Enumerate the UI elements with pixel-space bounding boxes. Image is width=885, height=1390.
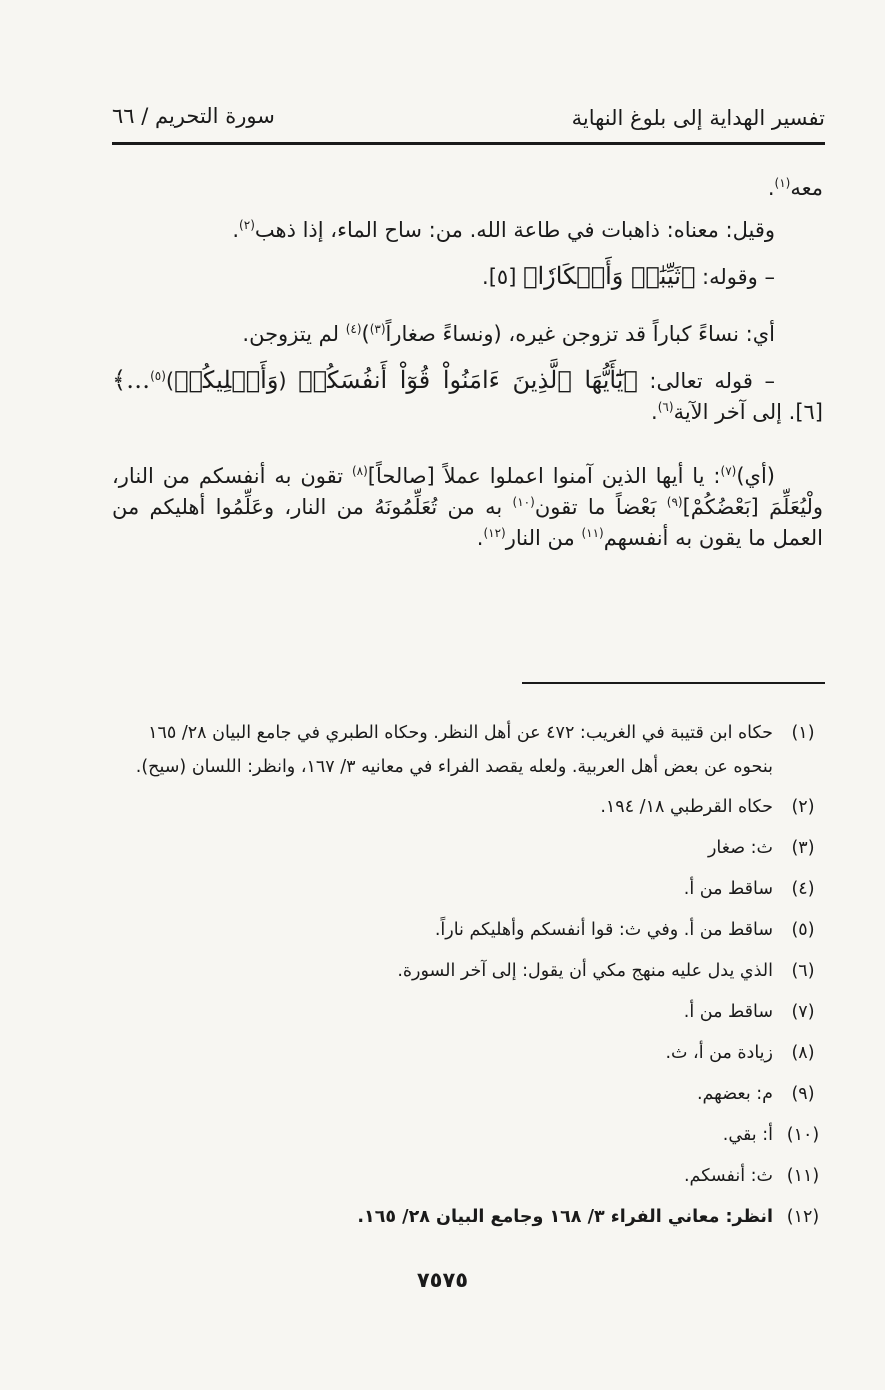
text-run: . [232, 218, 240, 242]
footnote-number: (٦) [791, 961, 815, 981]
footnote-ref: (١) [774, 176, 791, 190]
text-run: معه [790, 176, 823, 200]
footnote-text: ساقط من أ. [683, 1002, 773, 1022]
header-rule [112, 142, 825, 145]
footnote-item [112, 1042, 823, 1083]
footnote-item [112, 1165, 823, 1206]
footnote-text: ث: أنفسكم. [683, 1166, 773, 1186]
text-run: [٥]. [482, 265, 524, 289]
footnote-ref: (٥) [150, 369, 166, 383]
footnote-ref: (٤) [345, 322, 362, 336]
sura-title: سورة التحريم / ٦٦ [112, 104, 275, 128]
footnote-ref: (٦) [657, 400, 674, 414]
text-run: لم يتزوجن. [242, 322, 346, 346]
text-run: به من تُعَلِّمُونَهُ من النار، وعَلِّمُوا أهليكم من العمل ما يقون به أنفسهم [112, 495, 823, 550]
footnote-item [112, 960, 823, 1001]
footnote-number: (٩) [791, 1084, 815, 1104]
footnote-text: أ: بقي. [722, 1125, 773, 1145]
footnote-text: الذي يدل عليه منهج مكي أن يقول: إلى آخر السورة. [397, 961, 773, 981]
running-header [112, 96, 825, 144]
book-title: تفسير الهداية إلى بلوغ النهاية [571, 106, 825, 130]
footnote-ref: (٨) [351, 464, 368, 478]
footnote-number: (١٢) [786, 1207, 820, 1227]
footnote-text: انظر: معاني الفراء ٣/ ١٦٨ وجامع البيان ٢٨/ ١٦٥. [357, 1207, 773, 1227]
footnote-text: حكاه ابن قتيبة في الغريب: ٤٧٢ عن أهل النظر. وحكاه الطبري في جامع البيان ٢٨/ ١٦٥ بنحوه عن بعض أهل العربية. ولعله يقصد الفراء في معانيه ٣/ ١٦٧، وانظر: اللسان (سيح). [135, 723, 773, 777]
text-run: ) [165, 369, 175, 393]
footnote-text: ساقط من أ. وفي ث: قوا أنفسكم وأهليكم ناراً. [434, 920, 773, 940]
paragraph-6 [112, 461, 823, 554]
paragraph-3 [112, 261, 823, 319]
footnote-text: م: بعضهم. [696, 1084, 773, 1104]
footnote-item [112, 1124, 823, 1165]
footnote-number: (١١) [786, 1166, 820, 1186]
footnote-number: (٨) [791, 1043, 815, 1063]
text-run: . [476, 526, 484, 550]
text-run: ) [361, 322, 370, 346]
footnote-item [112, 1001, 823, 1042]
main-text [112, 168, 823, 554]
footnote-item [112, 919, 823, 960]
text-run: وقيل: معناه: ذاهبات في طاعة الله. من: ساح الماء، إذا ذهب [254, 218, 775, 242]
footnote-ref: (١٢) [483, 526, 506, 540]
footnote-number: (١٠) [786, 1125, 820, 1145]
footnote-ref: (١٠) [512, 495, 535, 509]
footnote-number: (٤) [791, 879, 815, 899]
footnote-ref: (٧) [720, 464, 737, 478]
footnote-number: (٧) [791, 1002, 815, 1022]
text-run: تقون به أنفسكم من النار، ولْيُعَلِّمَ [بَعْضُكُمْ] [112, 464, 823, 519]
footnote-text: ث: صغار [707, 838, 773, 858]
paragraph-1 [112, 168, 823, 215]
footnote-ref: (٢) [239, 218, 255, 232]
text-run: – وقوله: [695, 265, 775, 289]
text-run: : يا أيها الذين آمنوا اعملوا عملاً [صالحاً] [367, 464, 721, 488]
text-run: (أي) [736, 464, 775, 488]
paragraph-5 [112, 365, 823, 461]
footnote-item [112, 1206, 823, 1247]
text-run: – قوله تعالى: [637, 369, 776, 393]
footnote-number: (٥) [791, 920, 815, 940]
footnote-item [112, 716, 823, 796]
footnote-text: حكاه القرطبي ١٨/ ١٩٤. [600, 797, 773, 817]
text-run: . [651, 400, 658, 424]
footnote-text: زيادة من أ، ث. [665, 1043, 773, 1063]
footnote-number: (٣) [791, 838, 815, 858]
footnote-number: (٢) [791, 797, 815, 817]
footnote-number: (١) [791, 723, 815, 743]
quran-verse: …﴾ [112, 366, 151, 394]
text-run: بَعْضاً ما تقون [534, 495, 667, 519]
footnote-item [112, 878, 823, 919]
quran-verse: وَأَهۡلِيكُمۡ [174, 366, 279, 394]
paragraph-4 [112, 319, 823, 365]
footnote-item [112, 796, 823, 837]
footnotes [112, 716, 823, 1247]
text-run: [٦]. إلى آخر الآية [673, 400, 823, 424]
footnote-rule [522, 682, 825, 684]
text-run: من النار [505, 526, 582, 550]
text-run: ( [278, 369, 299, 393]
footnote-ref: (١١) [581, 526, 604, 540]
text-run: أي: نساءً كباراً قد تزوجن غيره، (ونساءً صغاراً [385, 322, 775, 346]
quran-verse: ﴿يَٰٓأَيُّهَا ٱلَّذِينَ ءَامَنُواْ قُوٓاْ أَنفُسَكُمۡ [298, 366, 638, 394]
footnote-item [112, 837, 823, 878]
page-number: ٧٥٧٥ [416, 1268, 469, 1292]
quran-verse: ﴿ثَيِّبَٰتٖ وَأَبۡكَارٗا﴾ [523, 262, 696, 290]
text-run: . [767, 176, 775, 200]
footnote-item [112, 1083, 823, 1124]
paragraph-2 [112, 215, 823, 261]
footnote-ref: (٩) [666, 495, 683, 509]
footnote-ref: (٣) [369, 322, 386, 336]
footnote-text: ساقط من أ. [683, 879, 773, 899]
